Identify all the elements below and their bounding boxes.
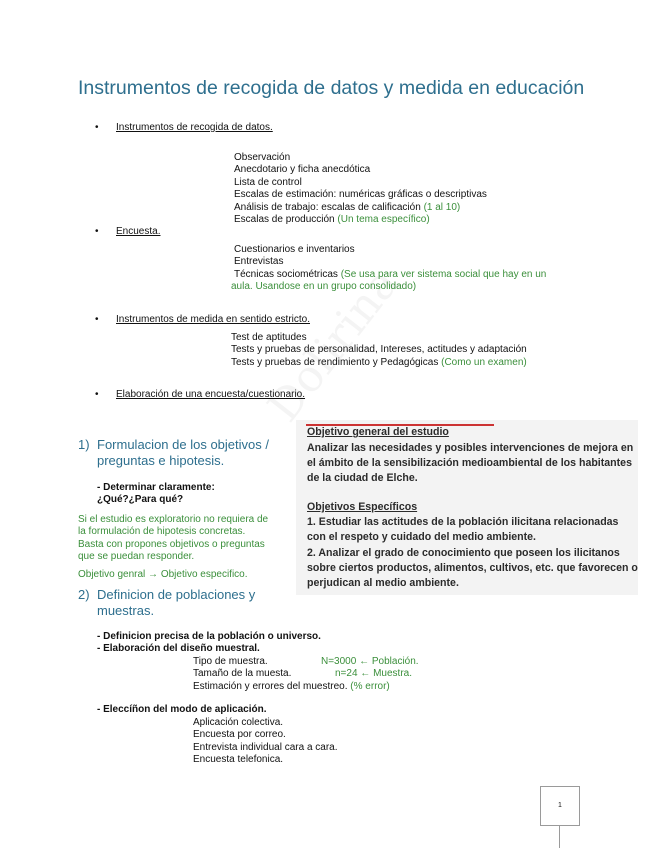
muestra-estimacion: Estimación y errores del muestreo. (% error) [193, 681, 390, 692]
bullet-label: Encuesta. [116, 226, 161, 237]
specific-objective-line: perjudican al medio ambiente. [307, 577, 459, 589]
muestra-defs: - Definicion precisa de la población o universo. - Elaboración del diseño muestral. [97, 631, 321, 655]
specific-objectives-title: Objetivos Específicos [307, 501, 418, 513]
note: (Un tema específico) [337, 214, 430, 226]
list-item: Cuestionarios e inventarios [234, 244, 355, 255]
muestra-tamano-note: n=24 ← Muestra. [335, 668, 412, 679]
bullet-dot-icon: • [95, 314, 99, 325]
note-continuation: aula. Usandose en un grupo consolidado) [231, 281, 417, 292]
step-1-note: Si el estudio es exploratorio no requiera de la formulación de hipotesis concretas. Basta con propones objetivos o preguntas que se puedan responder. [78, 514, 269, 563]
muestra-tipo: Tipo de muestra. [193, 656, 268, 667]
bullet-dot-icon: • [95, 122, 99, 133]
list-item: Lista de control [234, 176, 302, 188]
list-item: Entrevista individual cara a cara. [193, 741, 338, 753]
list-item: Técnicas sociométricas (Se usa para ver sistema social que hay en un [234, 268, 547, 280]
box-accent-line [306, 424, 494, 426]
aplicacion-list [193, 717, 338, 767]
bullet-dot-icon: • [95, 389, 99, 400]
step-1-objetivo: Objetivo genral → Objetivo especifico. [78, 569, 248, 580]
aplicacion-title: - Eleccíñon del modo de aplicación. [97, 704, 267, 715]
list-item: Observación [234, 152, 291, 163]
list-item: Encuesta por correo. [193, 729, 286, 741]
list-item: Análisis de trabajo: escalas de calificación (1 al 10) [234, 201, 461, 213]
muestra-tamano: Tamaño de la muesta. [193, 668, 292, 679]
bullet-dot-icon: • [95, 226, 99, 237]
bullet-label: Elaboración de una encuesta/cuestionario. [116, 389, 306, 400]
list-item: Test de aptitudes [231, 332, 307, 343]
step-1-sub: - Determinar claramente: ¿Qué?¿Para qué? [97, 482, 215, 506]
list-item: Aplicación colectiva. [193, 717, 284, 728]
list-item: Entrevistas [234, 256, 284, 268]
note: (Como un examen) [441, 356, 527, 368]
muestra-tipo-note: N=3000 ← Población. [321, 656, 419, 667]
list-medida [231, 332, 527, 369]
note: (% error) [350, 681, 390, 692]
step-2-number: 2) [78, 587, 90, 602]
page-number-connector [559, 825, 560, 848]
general-objective-line: el ámbito de la sensibilización medioambiental de los habitantes [307, 457, 632, 469]
specific-objective-line: 1. Estudiar las actitudes de la población ilicitana relacionadas [307, 516, 619, 528]
list-item: Anecdotario y ficha anecdótica [234, 164, 371, 176]
step-1-heading: Formulacion de los objetivos / preguntas e hipotesis. [97, 437, 269, 468]
list-item: Tests y pruebas de rendimiento y Pedagógicas (Como un examen) [231, 356, 527, 368]
page-number: 1 [540, 786, 580, 826]
page-title: Instrumentos de recogida de datos y medida en educación [78, 77, 585, 99]
note: (Se usa para ver sistema social que hay en un [340, 268, 547, 280]
specific-objective-line: sobre ciertos productos, alimentos, cultivos, etc. que favorecen o [307, 562, 638, 574]
list-item: Tests y pruebas de personalidad, Intereses, actitudes y adaptación [231, 344, 527, 356]
objectives-box [296, 420, 638, 595]
bullet-label: Instrumentos de medida en sentido estricto. [116, 314, 310, 325]
general-objective-line: de la ciudad de Elche. [307, 472, 418, 484]
general-objective-line: Analizar las necesidades y posibles intervenciones de mejora en [307, 442, 634, 454]
list-item: Encuesta telefonica. [193, 754, 284, 766]
step-1-number: 1) [78, 437, 90, 452]
list-recogida [234, 152, 487, 226]
general-objective-title: Objetivo general del estudio [307, 426, 449, 438]
list-item: Escalas de estimación: numéricas gráficas o descriptivas [234, 189, 487, 201]
note: (1 al 10) [423, 201, 461, 213]
bullet-label: Instrumentos de recogida de datos. [116, 122, 273, 133]
specific-objective-line: con el respeto y cuidado del medio ambiente. [307, 531, 536, 543]
step-2-heading: Definicion de poblaciones y muestras. [97, 587, 256, 618]
specific-objective-line: 2. Analizar el grado de conocimiento que poseen los ilicitanos [307, 547, 620, 559]
list-item: Escalas de producción (Un tema específico) [234, 214, 430, 226]
list-encuesta [234, 244, 546, 281]
